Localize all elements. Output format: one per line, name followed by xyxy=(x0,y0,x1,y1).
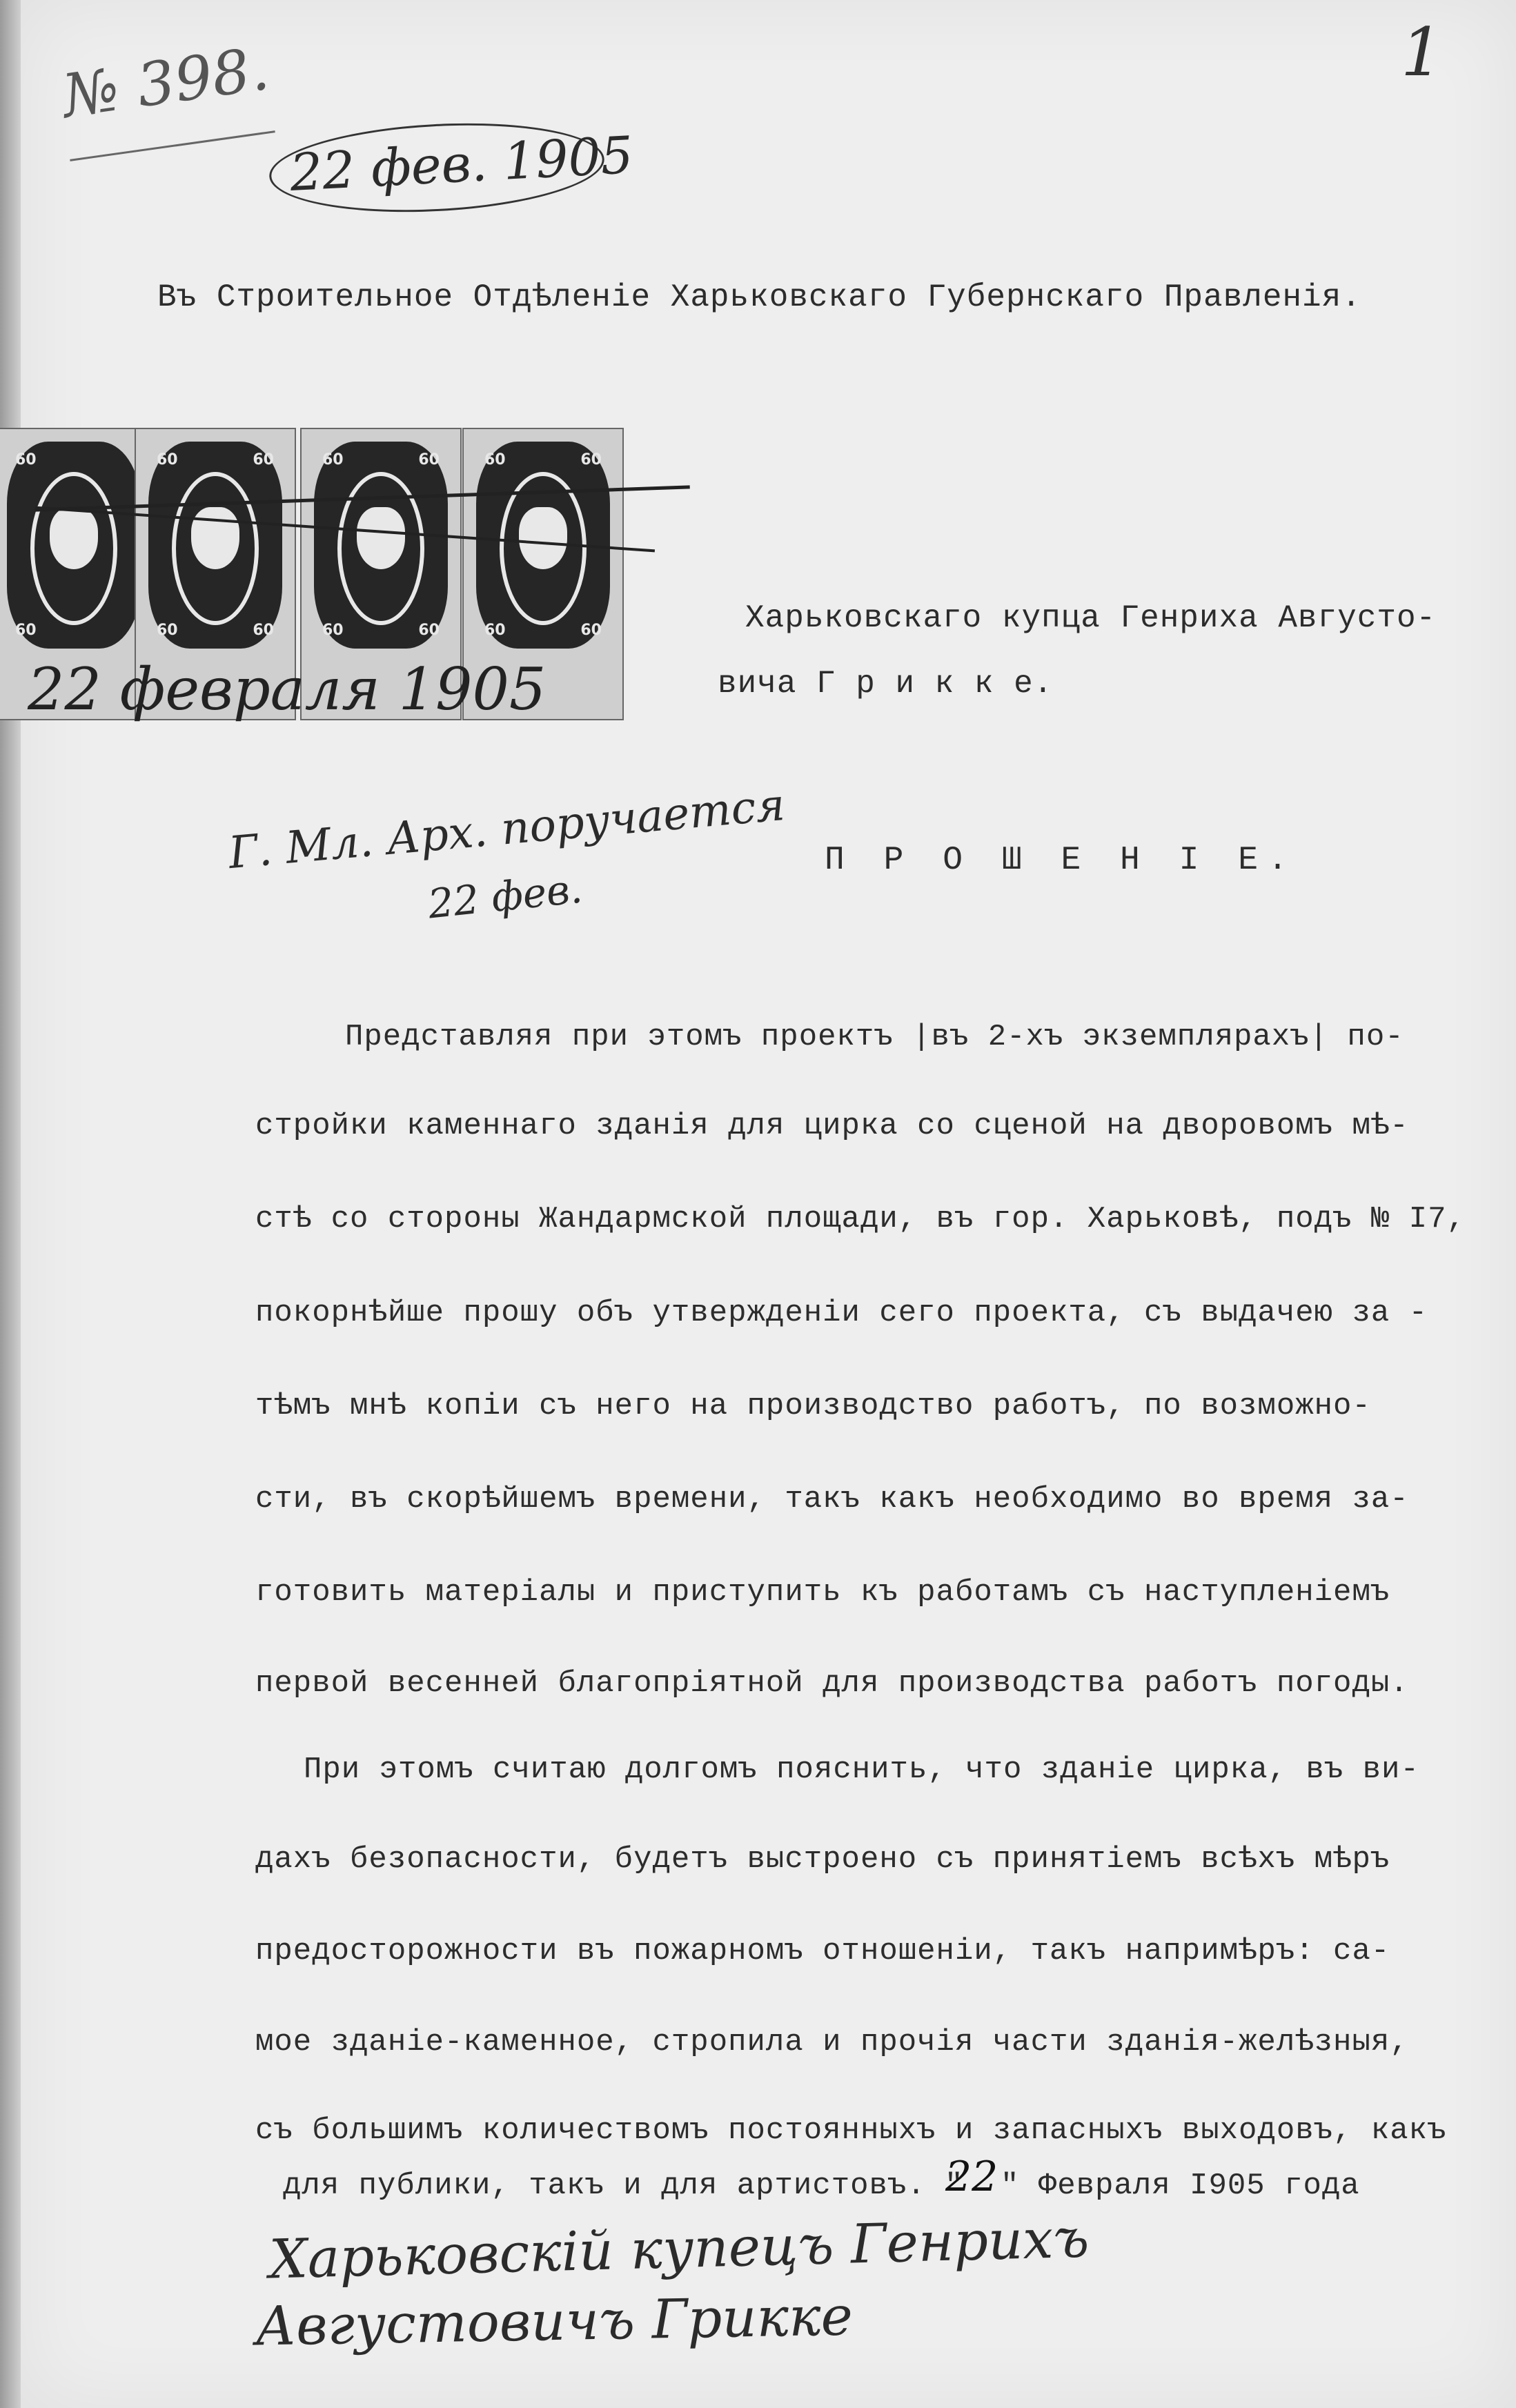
body-line: для публики, такъ и для артистовъ. " xyxy=(283,2169,964,2203)
sender-line-1: Харьковскаго купца Генриха Августо- xyxy=(745,600,1437,636)
body-line: покорнѣйше прошу объ утвержденіи сего проекта, съ выдачею за - xyxy=(255,1296,1428,1330)
resolution-date: 22 фев. xyxy=(426,865,585,928)
eagle-emblem-icon xyxy=(50,507,98,569)
body-line: тѣмъ мнѣ копіи съ него на производство работъ, по возможно- xyxy=(255,1389,1371,1423)
handwritten-day: 22 xyxy=(945,2153,998,2201)
body-line: сти, въ скорѣйшемъ времени, такъ какъ необходимо во время за- xyxy=(255,1482,1409,1517)
body-line: стройки каменнаго зданія для цирка со сценой на дворовомъ мѣ- xyxy=(255,1109,1409,1143)
stamp-3: 60 60 60 60 xyxy=(300,428,462,720)
eagle-emblem-icon xyxy=(357,507,405,569)
body-line: дахъ безопасности, будетъ выстроено съ принятіемъ всѣхъ мѣръ xyxy=(255,1842,1390,1877)
stamp-4: 60 60 60 60 xyxy=(462,428,624,720)
stamp-cancel-date: 22 февраля 1905 xyxy=(28,655,547,723)
document-page xyxy=(15,0,1516,2408)
sender-line-2: вича Г р и к к е. xyxy=(718,666,1054,702)
document-title: П Р О Ш Е Н І Е. xyxy=(825,842,1297,879)
body-line: предосторожности въ пожарномъ отношеніи, такъ напримѣръ: са- xyxy=(255,1934,1390,1968)
revenue-stamps xyxy=(15,428,621,723)
eagle-emblem-icon xyxy=(191,507,239,569)
body-line: первой весенней благопріятной для производства работъ погоды. xyxy=(255,1666,1409,1701)
doc-number-underline xyxy=(70,130,275,161)
received-date: 22 фев. 1905 xyxy=(288,126,635,203)
archive-page-number: 1 xyxy=(1401,14,1444,91)
body-line: мое зданіе-каменное, стропила и прочія части зданія-желѣзныя, xyxy=(255,2025,1409,2060)
body-line: стѣ со стороны Жандармской площади, въ гор. Харьковѣ, подъ № I7, xyxy=(255,1202,1466,1236)
eagle-emblem-icon xyxy=(519,507,567,569)
body-line: съ большимъ количествомъ постоянныхъ и запасныхъ выходовъ, какъ xyxy=(255,2113,1447,2148)
page-edge-shadow xyxy=(0,0,21,2408)
archive-doc-number: № 398. xyxy=(58,34,273,132)
resolution-note: Г. Мл. Арх. поручается xyxy=(226,779,787,880)
body-line: При этомъ считаю долгомъ пояснить, что зданіе цирка, въ ви- xyxy=(304,1753,1419,1787)
signature-line-1: Харьковскій купецъ Генрихъ xyxy=(268,2207,1090,2291)
stamp-1: 60 60 xyxy=(0,428,155,720)
addressee: Въ Строительное Отдѣленіе Харьковскаго Губернскаго Правленія. xyxy=(157,279,1361,315)
date-tail: " Февраля I905 года xyxy=(1001,2169,1360,2203)
body-line: Представляя при этомъ проектъ |въ 2-хъ экземплярахъ| по- xyxy=(345,1020,1404,1054)
stamp-2: 60 60 60 60 xyxy=(135,428,296,720)
signature-line-2: Августовичъ Грикке xyxy=(255,2285,854,2358)
body-line: готовить матеріалы и приступить къ работамъ съ наступленіемъ xyxy=(255,1575,1390,1610)
